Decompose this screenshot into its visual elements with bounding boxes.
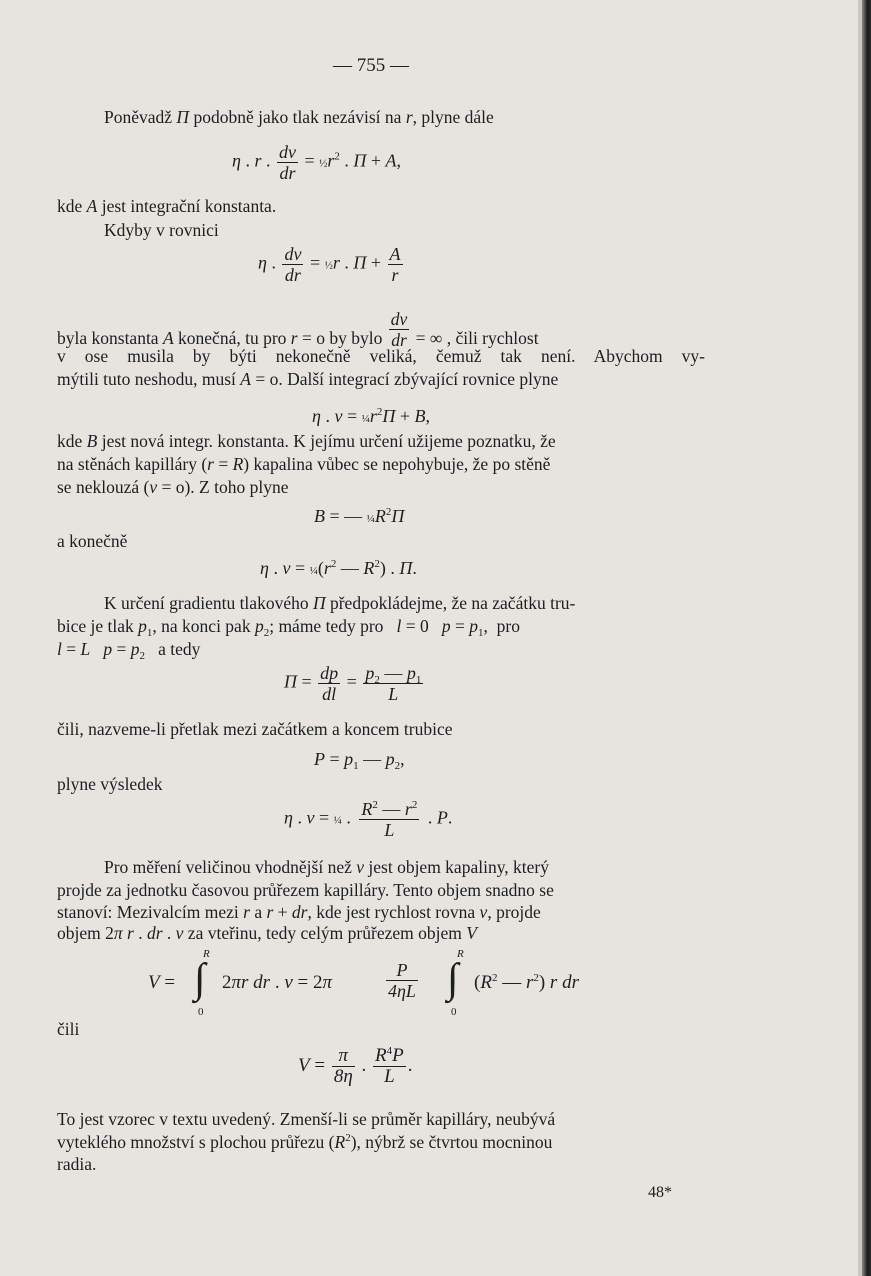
- text-line-3: Kdyby v rovnici: [104, 220, 219, 240]
- text-line-20: čili: [57, 1019, 80, 1039]
- text-line-17: projde za jednotku časovou průřezem kapilláry. Tento objem snadno se: [57, 880, 554, 900]
- text-line-10: a konečně: [57, 531, 128, 551]
- equation-5: η . $v = \frac{1}{4}(r^2$ — $R^2$) . Π.: [260, 558, 417, 578]
- text-line-11: K určení gradientu tlakového Π předpokládejme, že na začátku tru-: [104, 593, 576, 613]
- page-binding-edge: [862, 0, 871, 1276]
- text-line-9: se neklouzá (v = o). Z toho plyne: [57, 477, 289, 497]
- equation-2: η . $\frac{dv}{dr}$ = ½r . Π + $\frac{A}{r}$: [258, 244, 401, 285]
- equation-6: Π = $\frac{dp}{dl}$ = $\frac{p_2 — p_1}{L}$: [284, 663, 422, 704]
- equation-8: η . v = ¼ . $\frac{R^2 — r^2}{L}$ . P.: [284, 799, 453, 840]
- text-line-8: na stěnách kapilláry (r = R) kapalina vůbec se nepohybuje, že po stěně: [57, 454, 551, 474]
- signature-mark: 48*: [648, 1184, 672, 1201]
- text-line-7: kde B jest nová integr. konstanta. K jejímu určení užijeme poznatku, že: [57, 431, 556, 451]
- text-line-4: byla konstanta A konečná, tu pro r = o by bylo $\frac{dv}{dr}$ = ∞ , čili rychlost: [57, 309, 539, 350]
- text-line-22: vyteklého množství s plochou průřezu $(R^2)$, nýbrž se čtvrtou mocninou: [57, 1132, 553, 1152]
- equation-3: η . $v = \frac{1}{4}r^2\Pi + B$,: [312, 406, 431, 426]
- text-line-21: To jest vzorec v textu uvedený. Zmenší-li se průměr kapilláry, neubývá: [57, 1109, 556, 1129]
- page-number: — 755 —: [333, 55, 409, 76]
- book-page: — 755 — Poněvadž Π podobně jako tlak nezávisí na r, plyne dále η . r . $\frac{dv}{dr}$ = $\frac{1}{2}r^2$ . Π + A, kde A jest integrační konstanta. Kdyby v rovnici η . $\frac{dv}{dr}$ = ½r . Π + $\frac{A}{r}$ byla konstanta A konečná, tu pro r = o by bylo $\frac{dv}{dr}$ = ∞ , čili rychlost v ose musila by býti nekonečně veliká, čemuž tak není. Abychom vy- mýtili tuto neshodu, musí A = o. Další integrací zbývající rovnice plyne η . $v = \frac{1}{4}r^2\Pi + B$, kde B jest nová integr. konstanta. K jejímu určení užijeme poznatku, že na stěnách kapilláry (r = R) kapalina vůbec se nepohybuje, že po stěně se neklouzá (v = o). Z toho plyne B = — $\frac{1}{4}R^2\Pi$ a konečně η . $v = \frac{1}{4}(r^2$ — $R^2$) . Π. K určení gradientu tlakového Π předpokládejme, že na začátku tru- bice je tlak $p_1$, na konci pak $p_2$; máme tedy pro l = 0 $p = p_1$, pro l = L $p = p_2$ a tedy Π = $\frac{dp}{dl}$ = $\frac{p_2 — p_1}{L}$ čili, nazveme-li přetlak mezi začátkem a koncem trubice $P = p_1$ — $p_2$, plyne výsledek η . v = ¼ . $\frac{R^2 — r^2}{L}$ . P. Pro měření veličinou vhodnější než v jest objem kapaliny, který projde za jednotku časovou průřezem kapilláry. Tento objem snadno se stanoví: Mezivalcím mezi r a r + dr, kde jest rychlost rovna v, projde objem 2π r . dr . v za vteřinu, tedy celým průřezem objem V V = R ∫ 0 2πr dr . v = 2π $\frac{P}{4\eta L}$ R ∫ 0 ($R^2$ — $r^2$) r dr čili V = $\frac{\pi}{8\eta}$ . $\frac{R^4P}{L}$ . To jest vzorec v textu uvedený. Zmenší-li se průměr kapilláry, neubývá vyteklého množství s plochou průřezu $(R^2)$, nýbrž se čtvrtou mocninou radia. 48*: [0, 0, 871, 1276]
- text-line-14: čili, nazveme-li přetlak mezi začátkem a koncem trubice: [57, 719, 453, 739]
- text-line-13: l = L $p = p_2$ a tedy: [57, 639, 201, 662]
- text-line-2: kde A jest integrační konstanta.: [57, 196, 277, 216]
- text-line-12: bice je tlak $p_1$, na konci pak $p_2$; máme tedy pro l = 0 $p = p_1$, pro: [57, 616, 520, 639]
- equation-10: V = $\frac{\pi}{8\eta}$ . $\frac{R^4P}{L}$ .: [298, 1045, 413, 1087]
- equation-1: η . r . $\frac{dv}{dr}$ = $\frac{1}{2}r^2$ . Π + A,: [232, 142, 402, 183]
- text-line-6: mýtili tuto neshodu, musí A = o. Další integrací zbývající rovnice plyne: [57, 369, 559, 389]
- text-line-19: objem 2π r . dr . v za vteřinu, tedy celým průřezem objem V: [57, 923, 477, 943]
- text-line-18: stanoví: Mezivalcím mezi r a r + dr, kde jest rychlost rovna v, projde: [57, 902, 541, 922]
- text-line-15: plyne výsledek: [57, 774, 163, 794]
- text-line-23: radia.: [57, 1154, 97, 1174]
- text-line-5: v ose musila by býti nekonečně veliká, čemuž tak není. Abychom vy-: [57, 346, 705, 366]
- equation-7: $P = p_1$ — $p_2$,: [314, 749, 405, 772]
- equation-4: B = — $\frac{1}{4}R^2\Pi$: [314, 506, 405, 526]
- text-line-16: Pro měření veličinou vhodnější než v jest objem kapaliny, který: [104, 857, 550, 877]
- text-line-1: Poněvadž Π podobně jako tlak nezávisí na r, plyne dále: [104, 107, 494, 127]
